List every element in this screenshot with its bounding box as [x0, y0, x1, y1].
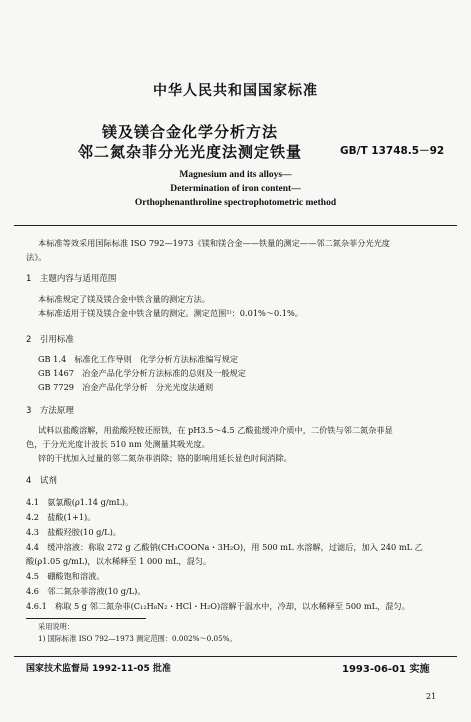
page-number: 21	[426, 692, 437, 701]
english-title-line2: Determination of iron content—	[170, 184, 301, 194]
english-title-line1: Magnesium and its alloys—	[179, 170, 292, 180]
reference-item: GB 1467 冶金产品化学分析方法标准的总则及一般规定	[38, 368, 246, 378]
reagent-item: 4.6.1 称取 5 g 邻二氮杂菲(C₁₂H₈N₂・HCl・H₂O)溶解于温水中，冷却，以水稀释至 500 mL，混匀。	[26, 601, 410, 611]
section-3-paragraph-2: 锌的干扰加入过量的邻二氮杂菲消除；铬的影响用延长显色时间消除。	[38, 453, 292, 463]
footer-divider	[14, 656, 457, 657]
footnote-divider	[26, 618, 146, 619]
reagent-item: 4.1 氨氯酸(ρ1.14 g/mL)。	[26, 497, 134, 507]
reagent-item: 4.6 邻二氮杂菲溶液(10 g/L)。	[26, 586, 146, 596]
section-1-paragraph-2: 本标准适用于镁及镁合金中铁含量的测定。测定范围¹⁾：0.01%～0.1%。	[38, 308, 303, 318]
intro-line2: 法》。	[26, 252, 47, 262]
header-divider	[14, 225, 457, 226]
section-3-heading: 3 方法原理	[26, 406, 74, 416]
reference-item: GB 1.4 标准化工作导则 化学分析方法标准编写规定	[38, 354, 239, 364]
section-1-paragraph-1: 本标准规定了镁及镁合金中铁含量的测定方法。	[38, 294, 210, 304]
document-title-line1: 镁及镁合金化学分析方法	[101, 123, 278, 141]
footnote-label: 采用说明：	[38, 622, 74, 631]
reagent-item-continuation: 酸(ρ1.05 g/mL)，以水稀释至 1 000 mL，混匀。	[26, 556, 212, 566]
section-4-heading: 4 试剂	[26, 476, 57, 486]
footnote-text: 1) 国际标准 ISO 792—1973 测定范围：0.002%～0.05%。	[38, 634, 237, 643]
section-3-paragraph-1-line2: 色，于分光光度计波长 510 nm 处测量其吸光度。	[26, 439, 210, 449]
reagent-item: 4.4 缓冲溶液：称取 272 g 乙酸钠(CH₃COONa・3H₂O)，用 500 mL 水溶解，过滤后，加入 240 mL 乙	[26, 542, 423, 552]
approval-date: 国家技术监督局 1992-11-05 批准	[26, 664, 171, 674]
section-1-heading: 1 主题内容与适用范围	[26, 274, 117, 284]
intro-line1: 本标准等效采用国际标准 ISO 792—1973《镁和镁合金——铁量的测定——邻二氮杂菲分光光度	[38, 238, 390, 248]
reagent-item: 4.3 盐酸羟胺(10 g/L)。	[26, 527, 121, 537]
section-3-paragraph-1-line1: 试料以盐酸溶解，用盐酸羟胺还原铁，在 pH3.5～4.5 乙酸盐缓冲介质中，二价铁与邻二氮杂菲显	[38, 425, 393, 435]
national-standard-heading: 中华人民共和国国家标准	[153, 83, 318, 99]
reagent-item: 4.5 硼酸饱和溶液。	[26, 571, 105, 581]
standard-code: GB/T 13748.5－92	[340, 145, 445, 157]
document-title-line2: 邻二氮杂菲分光光度法测定铁量	[77, 143, 302, 161]
section-2-heading: 2 引用标准	[26, 335, 74, 345]
english-title-line3: Orthophenanthroline spectrophotometric method	[134, 198, 337, 208]
implementation-date: 1993-06-01 实施	[342, 664, 430, 675]
reference-item: GB 7729 冶金产品化学分析 分光光度法通则	[38, 382, 214, 392]
reagent-item: 4.2 盐酸(1+1)。	[26, 512, 96, 522]
